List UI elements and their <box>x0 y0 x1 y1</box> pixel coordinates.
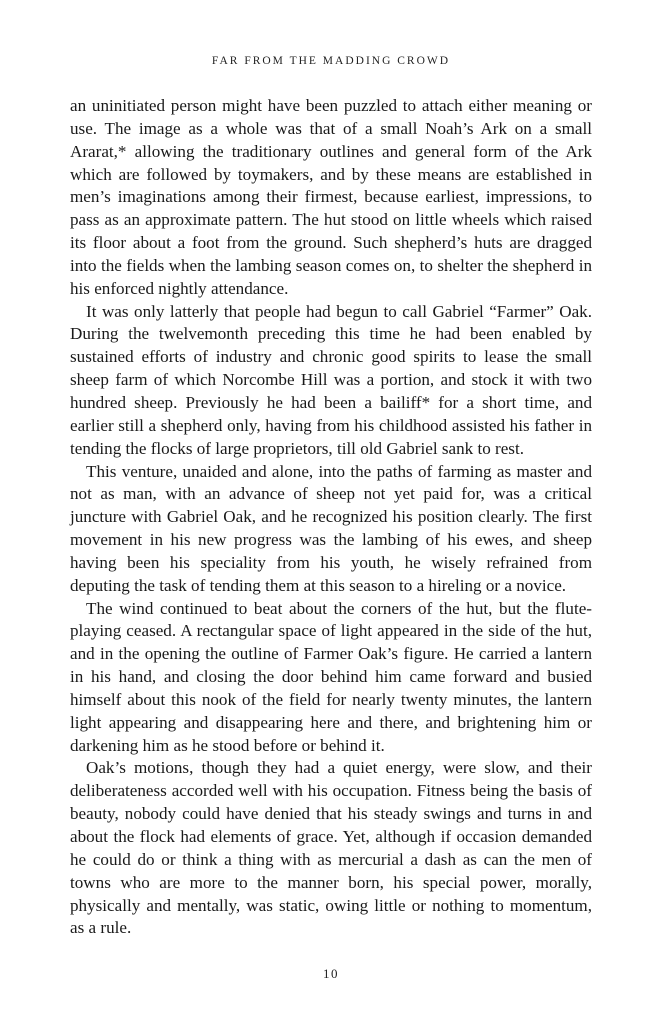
body-text <box>70 95 592 940</box>
paragraph-3: This venture, unaided and alone, into the paths of farming as master and not as man, with an advance of sheep not yet paid for, was a critical juncture with Gabriel Oak, and he recognized his position clearly. The first movement in his new progress was the lambing of his ewes, and sheep having been his speciality from his youth, he wisely refrained from deputing the task of tending them at this season to a hireling or a novice. <box>70 461 592 595</box>
page-number: 10 <box>323 966 339 981</box>
paragraph-5: Oak’s motions, though they had a quiet energy, were slow, and their deliberateness accorded well with his occupation. Fitness being the basis of beauty, nobody could have denied that his steady swings and turns in and about the flock had elements of grace. Yet, although if occasion demanded he could do or think a thing with as mercurial a dash as can the men of towns who are more to the manner born, his special power, morally, physically and mentally, was static, owing little or nothing to momentum, as a rule. <box>70 758 592 938</box>
running-head: FAR FROM THE MADDING CROWD <box>211 55 451 67</box>
book-page <box>70 0 592 1024</box>
paragraph-1: an uninitiated person might have been puzzled to attach either meaning or use. The image as a whole was that of a small Noah’s Ark on a small Ararat,* allowing the traditionary outlines and general form of the Ark which are followed by toymakers, and by these means are established in men’s imaginations among their firmest, because earliest, impressions, to pass as an approximate pattern. The hut stood on little wheels which raised its floor about a foot from the ground. Such shepherd’s huts are dragged into the fields when the lambing season comes on, to shelter the shepherd in his enforced nightly attendance. <box>70 96 592 298</box>
paragraph-2: It was only latterly that people had begun to call Gabriel “Farmer” Oak. During the twelvemonth preceding this time he had been enabled by sustained efforts of industry and chronic good spirits to lease the small sheep farm of which Norcombe Hill was a portion, and stock it with two hundred sheep. Previously he had been a bailiff* for a short time, and earlier still a shepherd only, having from his childhood assisted his father in tending the flocks of large proprietors, till old Gabriel sank to rest. <box>70 301 592 458</box>
paragraph-4: The wind continued to beat about the corners of the hut, but the flute-playing ceased. A rectangular space of light appeared in the side of the hut, and in the opening the outline of Farmer Oak’s figure. He carried a lantern in his hand, and closing the door behind him came forward and busied himself about this nook of the field for nearly twenty minutes, the lantern light appearing and disappearing here and there, and brightening him or darkening him as he stood before or behind it. <box>70 598 592 755</box>
